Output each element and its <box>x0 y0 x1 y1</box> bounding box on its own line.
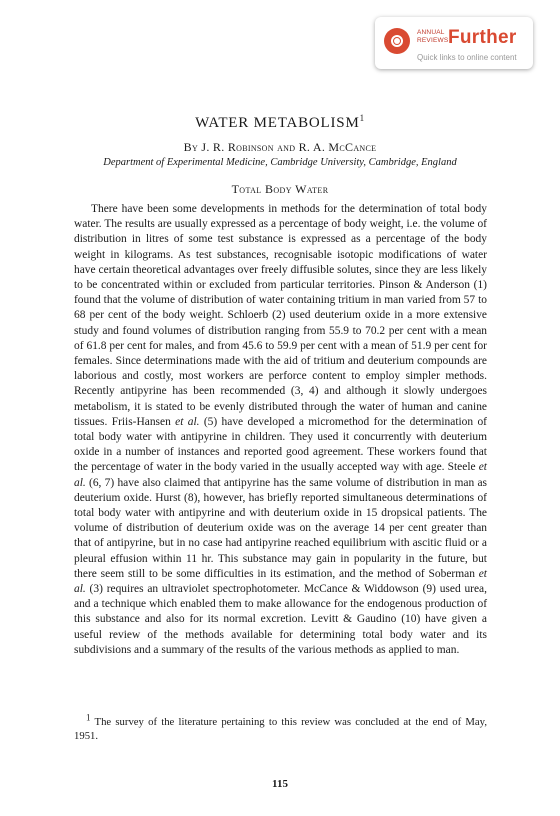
badge-brand: Further <box>448 27 517 48</box>
author-by: By <box>183 140 199 154</box>
author-line <box>0 140 560 155</box>
affiliation: Department of Experimental Medicine, Cambridge University, Cambridge, England <box>103 157 457 168</box>
further-logo-icon <box>384 28 410 54</box>
further-badge[interactable] <box>375 17 533 69</box>
badge-annual: ANNUAL <box>417 29 445 36</box>
footnote-mark: 1 <box>86 712 91 723</box>
author-names: J. R. Robinson and R. A. McCance <box>201 140 377 154</box>
article-title: WATER METABOLISM$^1$ <box>195 113 365 131</box>
section-heading: Total Body Water <box>231 182 329 196</box>
footnote: $^1$ The survey of the literature pertaining to this review was concluded at the end of May, 1951. <box>74 712 487 742</box>
body-paragraph: There have been some developments in methods for the determination of total body water. The results are usually expressed as a percentage of body weight, i.e. the volume of distribution in litres of some test substance is expressed as a percentage of the body weight in kilograms. As test substances, recognisable isotopic modifications of water have certain theoretical advantages over freely diffusible solutes, since they are less likely to be concentrated within or excluded from particular territories. Pinson & Anderson (1) found that the volume of distribution of water containing tritium in man varied from 57 to 68 per cent of the body weight. Schloerb (2) used deuterium oxide in a more extensive study and found volumes of distribution ranging from 55.9 to 70.2 per cent with a mean of 61.8 per cent for males, and from 45.6 to 59.9 per cent with a mean of 51.9 per cent for females. Since determinations made with the aid of tritium and deuterium compounds are laborious and costly, most workers are perforce content to employ simpler methods. Recently antipyrine has been recommended (3, 4) and although it slowly undergoes metabolism, it is stated to be evenly distributed through the water of human and canine tissues. Friis-Hansen et al. (5) have developed a micromethod for the determination of total body water with antipyrine in children. They used it concurrently with deuterium oxide in a number of instances and reported good agreement. These workers found that the percentage of water in the body varied in the usually accepted way with age. Steele et al. (6, 7) have also claimed that antipyrine has the same volume of distribution in man as deuterium oxide. Hurst (8), however, has briefly reported simultaneous determinations of total body water with antipyrine and with deuterium oxide in 15 dropsical patients. The volume of distribution of deuterium oxide was on the average 14 per cent greater than that of antipyrine, but in no case had antipyrine reached equilibrium with ascitic fluid or a pleural effusion within 11 hr. This substance may gain in popularity in the future, but there seem still to be some difficulties in its estimation, and the method of Soberman et al. (3) requires an ultraviolet spectrophotometer. McCance & Widdowson (9) used urea, and a technique which enabled them to make allowance for the endogenous production of this substance and also for its normal excretion. Levitt & Gaudino (10) have given a useful review of the methods available for determining total body water and its subdivisions and a summary of the results of the various methods as applied to man. <box>74 203 487 656</box>
badge-reviews: REVIEWS <box>417 37 449 44</box>
title-footnote-mark: 1 <box>359 113 365 123</box>
page-number: 115 <box>272 778 288 790</box>
badge-subtitle: Quick links to online content <box>417 53 517 62</box>
